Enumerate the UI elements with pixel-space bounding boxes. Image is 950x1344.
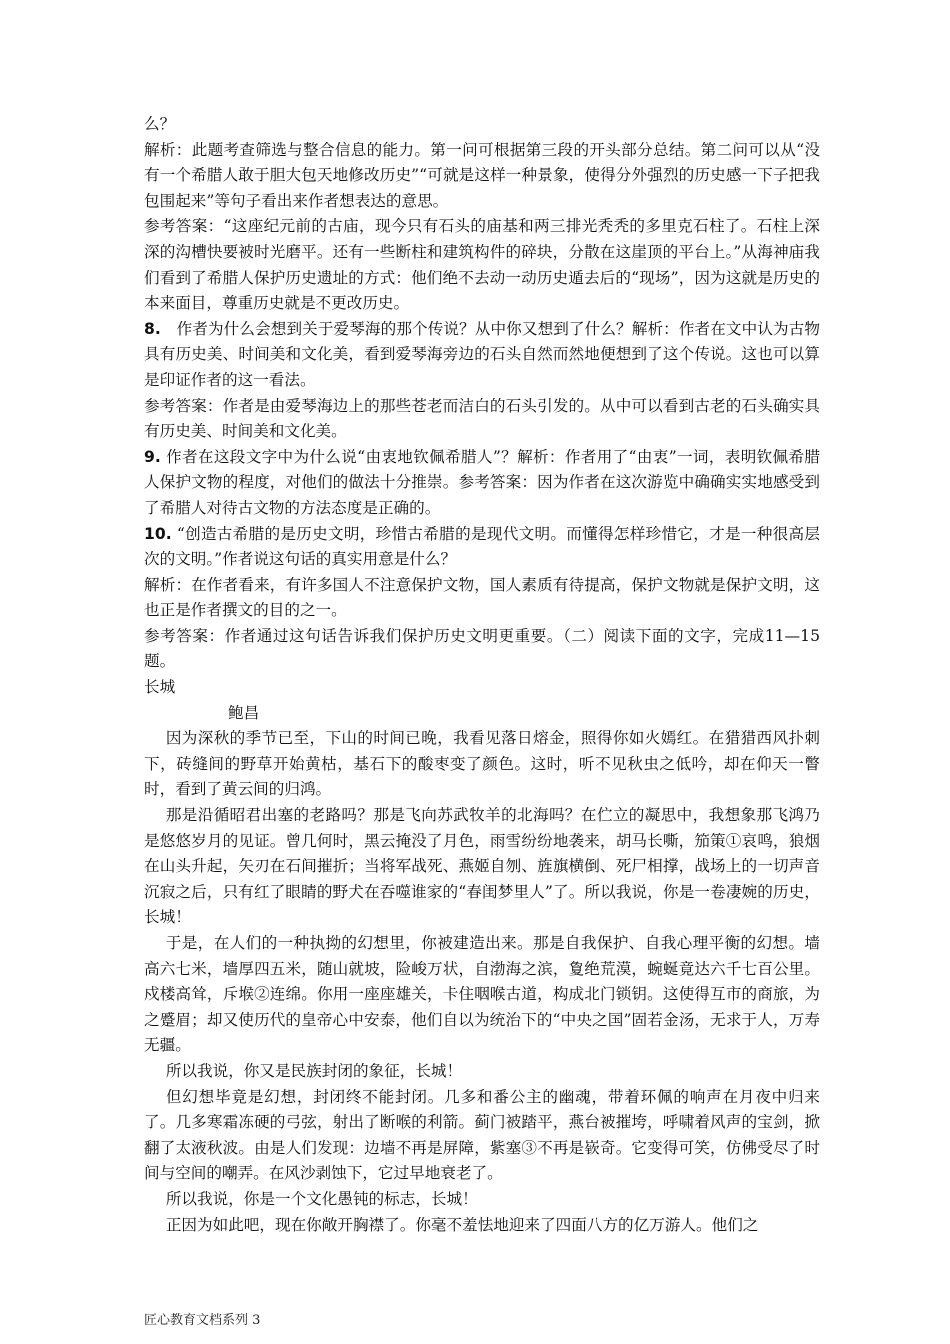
text-paragraph	[144, 317, 820, 394]
text-paragraph	[144, 522, 820, 573]
paragraph-text: 长城	[144, 678, 176, 697]
paragraph-text: 所以我说，你是一个文化愚钝的标志，长城！	[165, 1189, 478, 1208]
paragraph-text: 解析：在作者看来，有许多国人不注意保护文物，国人素质有待提高，保护文物就是保护文明，这也正是作者撰文的目的之一。	[144, 575, 820, 620]
paragraph-text: 参考答案：“这座纪元前的古庙，现今只有石头的庙基和两三排光秃秃的多里克石柱了。石柱上深深的沟槽快要被时光磨平。还有一些断柱和建筑构件的碎块，分散在这崖顶的平台上。”从海神庙我们看到了希腊人保护历史遗址的方式：他们绝不去动一动历史遁去后的“现场”，因为这就是历史的本来面目，尊重历史就是不更改历史。	[144, 217, 820, 313]
text-paragraph	[144, 1187, 820, 1213]
text-paragraph	[144, 138, 820, 215]
paragraph-text: 所以我说，你又是民族封闭的象征，长城！	[165, 1061, 463, 1080]
text-paragraph	[144, 573, 820, 624]
text-paragraph	[144, 675, 820, 701]
page-footer: 匠心教育文档系列 3	[144, 1313, 261, 1328]
text-paragraph	[144, 1059, 820, 1085]
text-paragraph	[144, 726, 820, 803]
text-paragraph	[144, 803, 820, 931]
text-paragraph	[144, 445, 820, 522]
paragraph-text: 作者在这段文字中为什么说“由衷地钦佩希腊人”？解析：作者用了“由衷”一词，表明钦佩希腊人保护文物的程度，对他们的做法十分推崇。参考答案：因为作者在这次游览中确确实实地感受到了希腊人对待古文物的方法态度是正确的。	[144, 447, 820, 517]
text-paragraph	[144, 1213, 820, 1239]
question-number: 10.	[144, 524, 172, 543]
paragraph-text: “创造古希腊的是历史文明，珍惜古希腊的是现代文明。而懂得怎样珍惜它，才是一种很高层次的文明。”作者说这句话的真实用意是什么？	[144, 524, 820, 569]
text-paragraph	[144, 931, 820, 1059]
text-paragraph	[144, 214, 820, 316]
paragraph-text: 正因为如此吧，现在你敞开胸襟了。你毫不羞怯地迎来了四面八方的亿万游人。他们之	[165, 1215, 759, 1234]
question-number: 9.	[144, 447, 161, 466]
paragraph-text: 鲍昌	[228, 703, 260, 722]
text-paragraph	[144, 394, 820, 445]
paragraph-text: 作者为什么会想到关于爱琴海的那个传说？从中你又想到了什么？解析：作者在文中认为古物具有历史美、时间美和文化美，看到爱琴海旁边的石头自然而然地便想到了这个传说。这也可以算是印证作者的这一看法。	[144, 319, 820, 389]
text-paragraph	[144, 624, 820, 675]
paragraph-text: 参考答案：作者通过这句话告诉我们保护历史文明更重要。（二）阅读下面的文字，完成11—15题。	[144, 626, 820, 671]
paragraph-text: 于是，在人们的一种执拗的幻想里，你被建造出来。那是自我保护、自我心理平衡的幻想。墙高六七米，墙厚四五米，随山就坡，险峻万状，自渤海之滨，夐绝荒漠，蜿蜒竟达六千七百公里。戍楼高耸，斥堠②连绵。你用一座座雄关，卡住咽喉古道，构成北门锁钥。这使得互市的商旅，为之蹙眉；却又使历代的皇帝心中安泰，他们自以为统治下的“中央之国”固若金汤，无求于人，万寿无疆。	[144, 934, 820, 1055]
question-number: 8.	[144, 319, 161, 338]
text-paragraph	[144, 701, 820, 727]
paragraph-text: 么？	[144, 115, 176, 133]
paragraph-text: 因为深秋的季节已至，下山的时间已晚，我看见落日熔金，照得你如火嫣红。在猎猎西风扑刺下，砖缝间的野草开始黄枯，基石下的酸枣变了颜色。这时，听不见秋虫之低吟，却在仰天一瞥时，看到了黄云间的归鸿。	[144, 729, 820, 799]
paragraph-text: 但幻想毕竟是幻想，封闭终不能封闭。几多和番公主的幽魂，带着环佩的响声在月夜中归来了。几多寒霜冻硬的弓弦，射出了断喉的利箭。蓟门被踏平，燕台被摧垮，呼啸着风声的宝剑，掀翻了太液秋波。由是人们发现：边墙不再是屏障，紫塞③不再是嵚奇。它变得可笑，仿佛受尽了时间与空间的嘲弄。在风沙剥蚀下，它过早地衰老了。	[144, 1087, 820, 1183]
paragraph-text: 参考答案：作者是由爱琴海边上的那些苍老而洁白的石头引发的。从中可以看到古老的石头确实具有历史美、时间美和文化美。	[144, 396, 820, 441]
paragraph-text: 那是沿循昭君出塞的老路吗？那是飞向苏武牧羊的北海吗？在伫立的凝思中，我想象那飞鸿乃是悠悠岁月的见证。曾几何时，黑云掩没了月色，雨雪纷纷地袭来，胡马长嘶，笳策①哀鸣，狼烟在山头升起，矢刃在石间摧折；当将军战死、燕姬自刎、旌旗横倒、死尸相撑，战场上的一切声音沉寂之后，只有红了眼睛的野犬在吞噬谁家的“春闺梦里人”了。所以我说，你是一卷凄婉的历史，长城！	[144, 806, 820, 927]
paragraph-text: 解析：此题考查筛选与整合信息的能力。第一问可根据第三段的开头部分总结。第二问可以从“没有一个希腊人敢于胆大包天地修改历史”“可就是这样一种景象，使得分外强烈的历史感一下子把我包围起来”等句子看出来作者想表达的意思。	[144, 140, 820, 210]
text-paragraph	[144, 112, 820, 138]
document-body	[144, 112, 820, 1238]
text-paragraph	[144, 1085, 820, 1187]
